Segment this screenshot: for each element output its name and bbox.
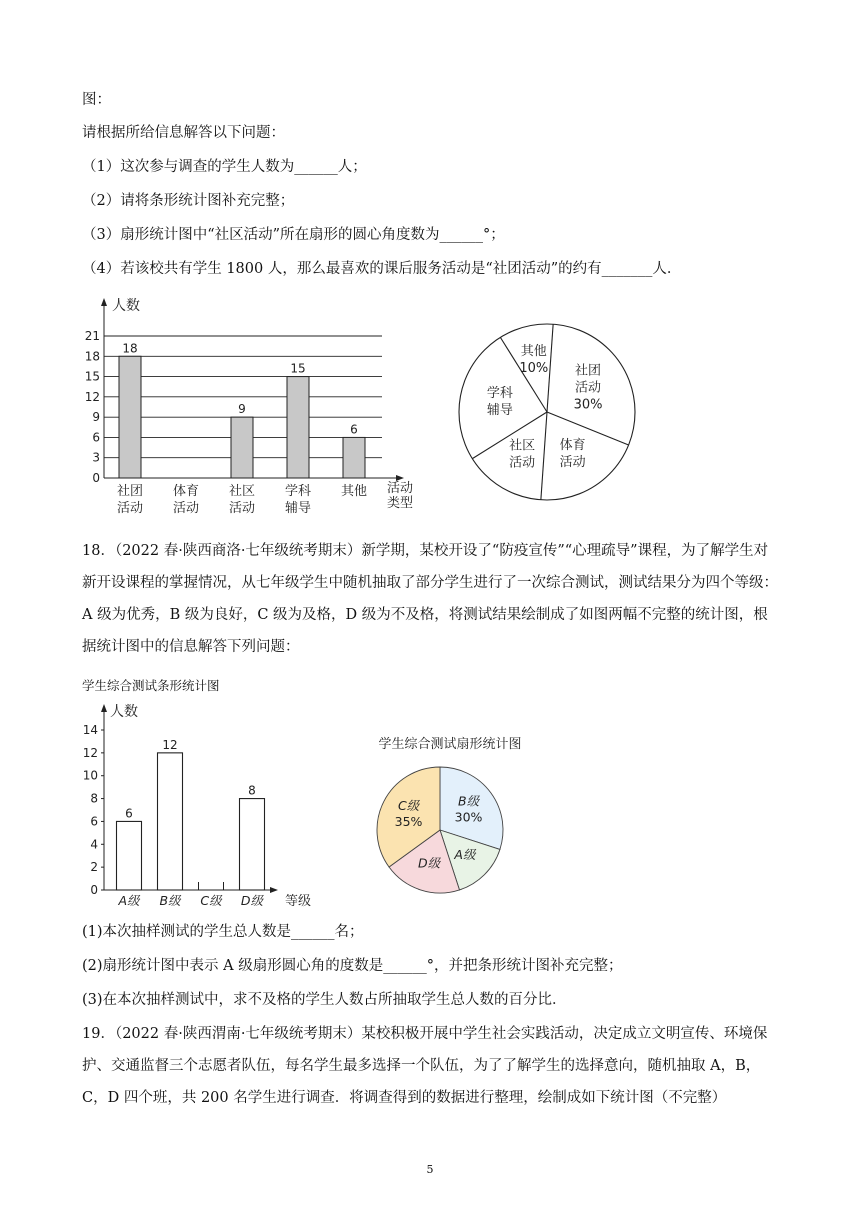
bar-data-label: 8 <box>248 783 256 798</box>
bar-data-label: 15 <box>290 361 306 376</box>
x-tick-label: 社区活动 <box>228 484 256 516</box>
x-tick-label: A级 <box>118 893 140 908</box>
x-axis-label: 等级 <box>284 894 312 909</box>
bar <box>158 753 183 890</box>
y-tick-label: 6 <box>92 430 100 445</box>
y-tick-label: 0 <box>92 471 100 485</box>
y-tick-label: 9 <box>92 410 100 425</box>
text-line-1: 图： <box>82 92 111 108</box>
y-axis-label: 人数 <box>112 298 140 314</box>
y-axis-arrow <box>101 298 107 306</box>
bar <box>231 417 253 478</box>
y-axis-label: 人数 <box>110 704 138 720</box>
y-tick-label: 4 <box>90 837 98 852</box>
bar-chart-title: 学生综合测试条形统计图 <box>82 678 220 693</box>
y-tick-label: 6 <box>90 814 98 829</box>
question-18-2: (2)扇形统计图中表示 A 级扇形圆心角的度数是______°，并把条形统计图补充完整； <box>82 958 623 974</box>
x-tick-label: 社团活动 <box>116 484 144 516</box>
question-19: 19．（2022 春·陕西渭南·七年级统考期末）某校积极开展中学生社会实践活动，决定成立文明宣传、环境保护、交通监督三个志愿者队伍，每名学生最多选择一个队伍，为了了解学生的选择意向，随机抽取 A，B，C，D 四个班，共 200 名学生进行调查．将调查得到的数据进行整理，绘制成如下统计图（不完整） <box>82 1026 768 1106</box>
y-tick-label: 8 <box>90 791 98 806</box>
bar-data-label: 6 <box>350 422 358 437</box>
y-tick-label: 2 <box>90 860 98 875</box>
bar <box>287 377 309 478</box>
pie-slice-label: C级 35% <box>394 797 423 829</box>
grade-pie-chart <box>360 730 560 900</box>
x-tick-label: 学科辅导 <box>284 484 312 516</box>
y-tick-label: 10 <box>82 768 98 783</box>
bar <box>119 356 141 478</box>
question-17-1: （1）这次参与调查的学生人数为______人； <box>82 159 367 175</box>
y-axis-arrow <box>101 704 107 712</box>
x-tick-label: D级 <box>240 893 264 908</box>
activity-pie-chart <box>455 322 645 506</box>
x-tick-label: B级 <box>159 893 181 908</box>
y-tick-label: 18 <box>84 349 100 364</box>
question-18-1: (1)本次抽样测试的学生总人数是______名； <box>82 924 364 940</box>
pie-title: 学生综合测试扇形统计图 <box>378 737 522 752</box>
x-axis-label: 活动类型 <box>386 481 414 511</box>
question-18: 18．（2022 春·陕西商洛·七年级统考期末）新学期，某校开设了“防疫宣传”“心理疏导”课程，为了解学生对新开设课程的掌握情况，从七年级学生中随机抽取了部分学生进行了一次综合测试，测试结果分为四个等级：A 级为优秀，B 级为良好，C 级为及格，D 级为不及格，将测试结果绘制成了如图两幅不完整的统计图，根据统计图中的信息解答下列问题： <box>82 543 778 655</box>
bar <box>117 821 142 890</box>
pie-slice-label: D级 <box>418 855 441 871</box>
text-line-2: 请根据所给信息解答以下问题： <box>82 125 285 141</box>
pie-slice-label: B级 30% <box>454 793 483 825</box>
question-17-2: （2）请将条形统计图补充完整； <box>82 193 295 209</box>
pie-slice-label: A级 <box>454 846 476 862</box>
bar-data-label: 18 <box>122 341 138 356</box>
question-17-3: （3）扇形统计图中“社区活动”所在扇形的圆心角度数为______°； <box>82 227 505 243</box>
y-tick-label: 0 <box>90 883 98 897</box>
pie-slice-label: 社团活动 30% <box>573 363 603 413</box>
question-17-4: （4）若该校共有学生 1800 人，那么最喜欢的课后服务活动是“社团活动”的约有_______人． <box>82 261 682 277</box>
x-tick-label: 其他 <box>340 484 368 499</box>
bar-data-label: 6 <box>125 806 133 821</box>
bar-data-label: 9 <box>238 402 246 417</box>
y-tick-label: 14 <box>82 723 98 737</box>
bar <box>240 799 265 890</box>
pie-slice-label: 社区活动 <box>509 438 536 471</box>
question-18-3: (3)在本次抽样测试中，求不及格的学生人数占所抽取学生总人数的百分比． <box>82 992 567 1008</box>
pie-slice-label: 学科辅导 <box>486 386 513 419</box>
y-tick-label: 15 <box>84 369 100 384</box>
pie-slice-label: 体育活动 <box>559 438 586 471</box>
y-tick-label: 12 <box>82 745 98 760</box>
y-tick-label: 3 <box>92 450 100 465</box>
page-number: 5 <box>426 1163 434 1176</box>
bar <box>343 437 365 478</box>
x-tick-label: C级 <box>200 893 222 908</box>
y-tick-label: 12 <box>84 389 100 404</box>
pie-slice-label: 其他 10% <box>519 344 549 377</box>
y-tick-label: 21 <box>84 329 100 343</box>
x-axis-arrow <box>270 887 278 893</box>
activity-bar-chart <box>80 292 430 522</box>
bar-data-label: 12 <box>162 737 178 752</box>
grade-bar-chart <box>80 700 320 912</box>
x-tick-label: 体育活动 <box>172 484 200 516</box>
